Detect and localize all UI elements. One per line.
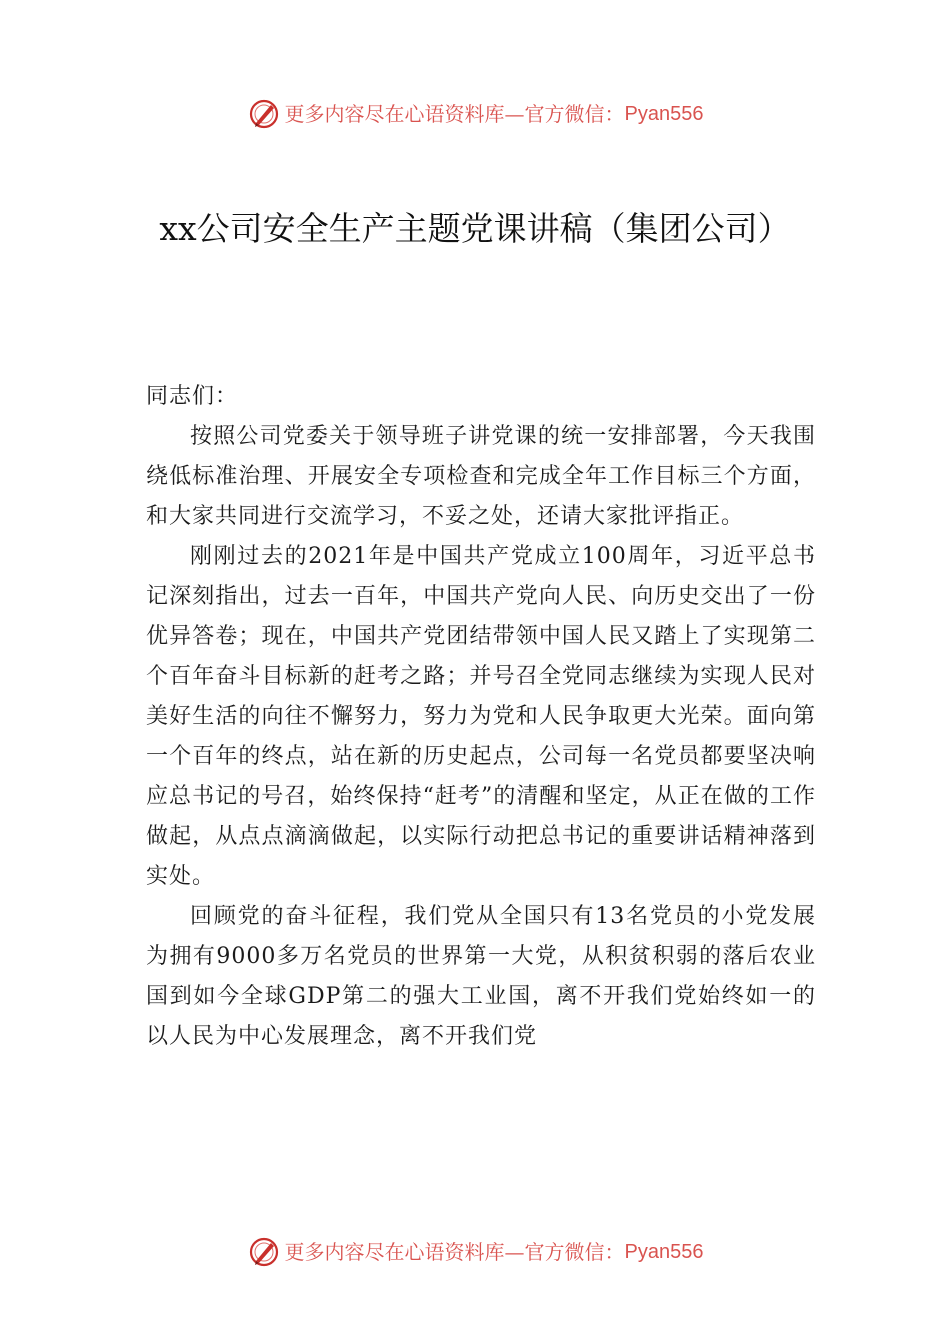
paragraph-1: 按照公司党委关于领导班子讲党课的统一安排部署，今天我围绕低标准治理、开展安全专项检查和完成全年工作目标三个方面，和大家共同进行交流学习，不妥之处，还请大家批评指正。 (146, 424, 816, 529)
watermark-text: 更多内容尽在心语资料库—官方微信： (284, 102, 625, 126)
paragraph-2: 刚刚过去的2021年是中国共产党成立100周年，习近平总书记深刻指出，过去一百年，中国共产党向人民、向历史交出了一份优异答卷；现在，中国共产党团结带领中国人民又踏上了实现第二个百年奋斗目标新的赶考之路；并号召全党同志继续为实现人民对美好生活的向往不懈努力，努力为党和人民争取更大光荣。面向第一个百年的终点，站在新的历史起点，公司每一名党员都要坚决响应总书记的号召，始终保持“赶考”的清醒和坚定，从正在做的工作做起，从点点滴滴做起，以实际行动把总书记的重要讲话精神落到实处。 (146, 544, 816, 889)
watermark-wechat-id: Pyan556 (624, 103, 704, 125)
watermark-header (0, 94, 950, 134)
document-title: xx公司安全生产主题党课讲稿（集团公司） (159, 209, 791, 248)
paragraph-3: 回顾党的奋斗征程，我们党从全国只有13名党员的小党发展为拥有9000多万名党员的世界第一大党，从积贫积弱的落后农业国到如今全球GDP第二的强大工业国，离不开我们党始终如一的以人民为中心发展理念，离不开我们党 (146, 904, 816, 1049)
pen-circle-logo-icon (247, 1235, 281, 1269)
document-body (146, 377, 816, 1057)
pen-circle-logo-icon (247, 97, 281, 131)
watermark-text: 更多内容尽在心语资料库—官方微信： (284, 1240, 625, 1264)
salutation: 同志们： (146, 384, 239, 409)
watermark-wechat-id: Pyan556 (624, 1241, 704, 1263)
watermark-footer (0, 1232, 950, 1272)
